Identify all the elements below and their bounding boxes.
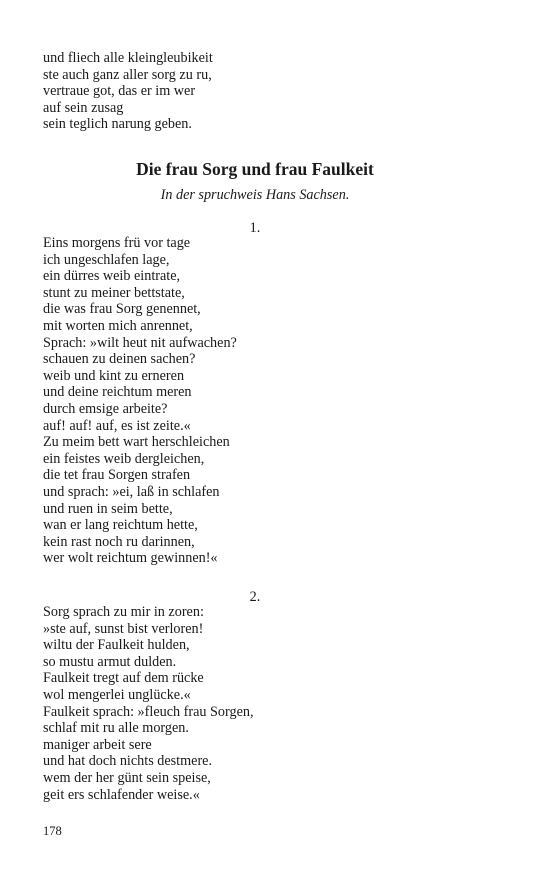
verse-line: Sorg sprach zu mir in zoren: bbox=[43, 604, 204, 620]
verse-line: stunt zu meiner bettstate, bbox=[43, 284, 185, 301]
verse-line: maniger arbeit sere bbox=[43, 736, 152, 753]
page-number: 178 bbox=[43, 824, 62, 838]
verse-line: »ste auf, sunst bist verloren! bbox=[43, 620, 204, 637]
verse-line: ein feistes weib dergleichen, bbox=[43, 450, 205, 467]
intro-verse bbox=[43, 50, 213, 133]
verse-line: auf sein zusag bbox=[43, 99, 124, 116]
verse-line: und sprach: »ei, laß in schlafen bbox=[43, 483, 220, 500]
verse-line: Eins morgens frü vor tage bbox=[43, 235, 191, 251]
verse-line: wer wolt reichtum gewinnen!« bbox=[43, 550, 218, 567]
verse-line: so mustu armut dulden. bbox=[43, 653, 177, 670]
verse-line: schlaf mit ru alle morgen. bbox=[43, 720, 189, 737]
verse-line: Zu meim bett wart herschleichen bbox=[43, 434, 230, 451]
verse-line: Faulkeit tregt auf dem rücke bbox=[43, 670, 204, 687]
verse-line: sein teglich narung geben. bbox=[43, 116, 192, 133]
verse-line: ich ungeschlafen lage, bbox=[43, 251, 170, 268]
verse-line: vertraue got, das er im wer bbox=[43, 83, 196, 100]
verse-line: und deine reichtum meren bbox=[43, 384, 192, 401]
verse-line: wol mengerlei unglücke.« bbox=[43, 686, 191, 703]
verse-line: weib und kint zu erneren bbox=[43, 367, 185, 384]
verse-line: geit ers schlafender weise.« bbox=[43, 786, 200, 803]
verse-line: auf! auf! auf, es ist zeite.« bbox=[43, 417, 191, 434]
stanza-2 bbox=[43, 604, 254, 803]
verse-line: ein dürres weib eintrate, bbox=[43, 268, 181, 285]
verse-line: wem der her günt sein speise, bbox=[43, 769, 211, 786]
poem-subtitle: In der spruchweis Hans Sachsen. bbox=[160, 187, 350, 203]
verse-line: ste auch ganz aller sorg zu ru, bbox=[43, 66, 212, 83]
verse-line: wan er lang reichtum hette, bbox=[43, 517, 198, 534]
verse-line: die tet frau Sorgen strafen bbox=[43, 467, 191, 484]
stanza-number: 2. bbox=[249, 589, 261, 605]
verse-line: Sprach: »wilt heut nit aufwachen? bbox=[43, 334, 237, 351]
stanza-number: 1. bbox=[249, 220, 261, 236]
verse-line: und ruen in seim bette, bbox=[43, 500, 173, 517]
verse-line: und fliech alle kleingleubikeit bbox=[43, 50, 213, 66]
verse-line: und hat doch nichts destmere. bbox=[43, 753, 213, 770]
verse-line: die was frau Sorg genennet, bbox=[43, 301, 201, 318]
verse-line: Faulkeit sprach: »fleuch frau Sorgen, bbox=[43, 703, 254, 720]
verse-line: mit worten mich anrennet, bbox=[43, 317, 193, 334]
verse-line: wiltu der Faulkeit hulden, bbox=[43, 637, 190, 654]
verse-line: kein rast noch ru darinnen, bbox=[43, 533, 195, 550]
verse-line: durch emsige arbeite? bbox=[43, 400, 168, 417]
stanza-1 bbox=[43, 235, 237, 567]
poem-title: Die frau Sorg und frau Faulkeit bbox=[136, 159, 374, 179]
verse-line: schauen zu deinen sachen? bbox=[43, 351, 196, 368]
